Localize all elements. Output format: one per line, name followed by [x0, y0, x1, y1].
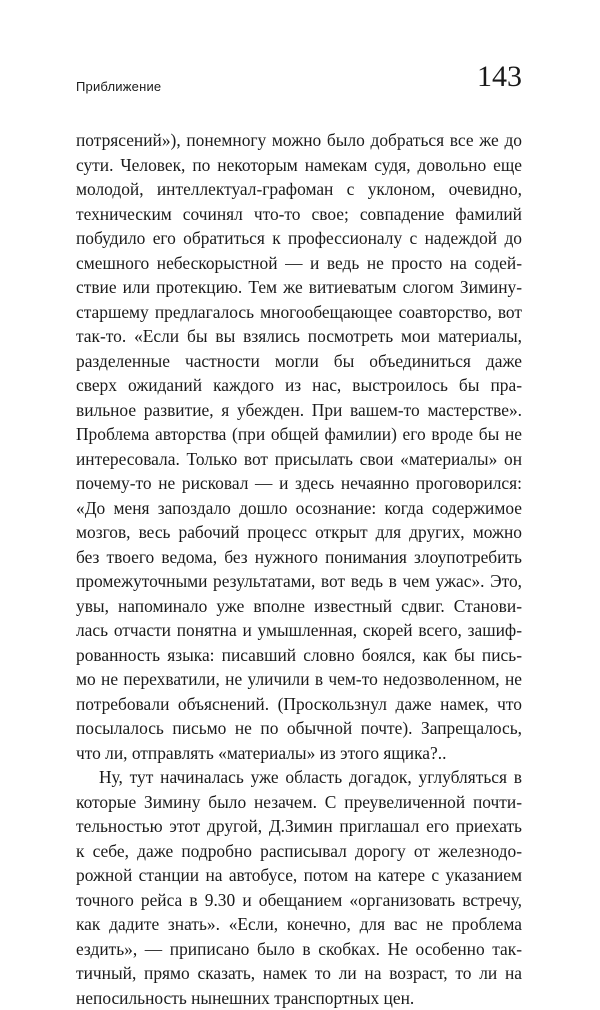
running-head-title: Приближение	[76, 79, 161, 94]
page-number: 143	[477, 62, 522, 92]
text-line: рожной станции на автобусе, потом на катере с указанием	[76, 863, 522, 888]
text-line: побудило его обратиться к профессионалу с надеждой до	[76, 226, 522, 251]
text-line: без твоего ведома, без нужного понимания злоупотребить	[76, 545, 522, 570]
paragraph	[76, 765, 522, 1010]
text-line: техническим сочинял что-то свое; совпадение фамилий	[76, 202, 522, 227]
body-text	[76, 128, 522, 1010]
text-line: рованность языка: писавший словно боялся, как бы пись-	[76, 643, 522, 668]
text-line: старшему предлагалось многообещающее соавторство, вот	[76, 300, 522, 325]
text-line: ездить», — приписано было в скобках. Не особенно так-	[76, 937, 522, 962]
text-line: «До меня запоздало дошло осознание: когда содержимое	[76, 496, 522, 521]
paragraph	[76, 128, 522, 765]
text-line: молодой, интеллектуал-графоман с уклоном, очевидно,	[76, 177, 522, 202]
text-line: лась отчасти понятна и умышленная, скорей всего, зашиф-	[76, 618, 522, 643]
text-line: так-то. «Если бы вы взялись посмотреть мои материалы,	[76, 324, 522, 349]
text-line: непосильность нынешних транспортных цен.	[76, 986, 522, 1010]
text-line: вильное развитие, я убежден. При вашем-то мастерстве».	[76, 398, 522, 423]
text-line: промежуточными результатами, вот ведь в чем ужас». Это,	[76, 569, 522, 594]
text-line: сверх ожиданий каждого из нас, выстроилось бы пра-	[76, 373, 522, 398]
text-line: как дадите знать». «Если, конечно, для вас не проблема	[76, 912, 522, 937]
text-line: разделенные частности могли бы объединиться даже	[76, 349, 522, 374]
text-line: тичный, прямо сказать, намек то ли на возраст, то ли на	[76, 961, 522, 986]
text-line: потребовали объяснений. (Проскользнул даже намек, что	[76, 692, 522, 717]
text-line: интересовала. Только вот присылать свои «материалы» он	[76, 447, 522, 472]
text-line: посылалось письмо не по обычной почте). Запрещалось,	[76, 716, 522, 741]
text-line: почему-то не рисковал — и здесь нечаянно проговорился:	[76, 471, 522, 496]
text-line: смешного небескорыстной — и ведь не просто на содей-	[76, 251, 522, 276]
text-line: точного рейса в 9.30 и обещанием «организовать встречу,	[76, 888, 522, 913]
text-line: которые Зимину было незачем. С преувеличенной почти-	[76, 790, 522, 815]
text-line: сути. Человек, по некоторым намекам судя, довольно еще	[76, 153, 522, 178]
text-line: ствие или протекцию. Тем же витиеватым слогом Зимину-	[76, 275, 522, 300]
text-line: Ну, тут начиналась уже область догадок, углубляться в	[76, 765, 522, 790]
text-line: мозгов, весь рабочий процесс открыт для других, можно	[76, 520, 522, 545]
text-line: Проблема авторства (при общей фамилии) его вроде бы не	[76, 422, 522, 447]
text-line: к себе, даже подробно расписывал дорогу от железнодо-	[76, 839, 522, 864]
text-line: тельностью этот другой, Д.Зимин приглашал его приехать	[76, 814, 522, 839]
text-line: потрясений»), понемногу можно было добраться все же до	[76, 128, 522, 153]
text-line: мо не перехватили, не уличили в чем-то недозволенном, не	[76, 667, 522, 692]
text-line: что ли, отправлять «материалы» из этого ящика?..	[76, 741, 522, 766]
text-line: увы, напоминало уже вполне известный сдвиг. Станови-	[76, 594, 522, 619]
